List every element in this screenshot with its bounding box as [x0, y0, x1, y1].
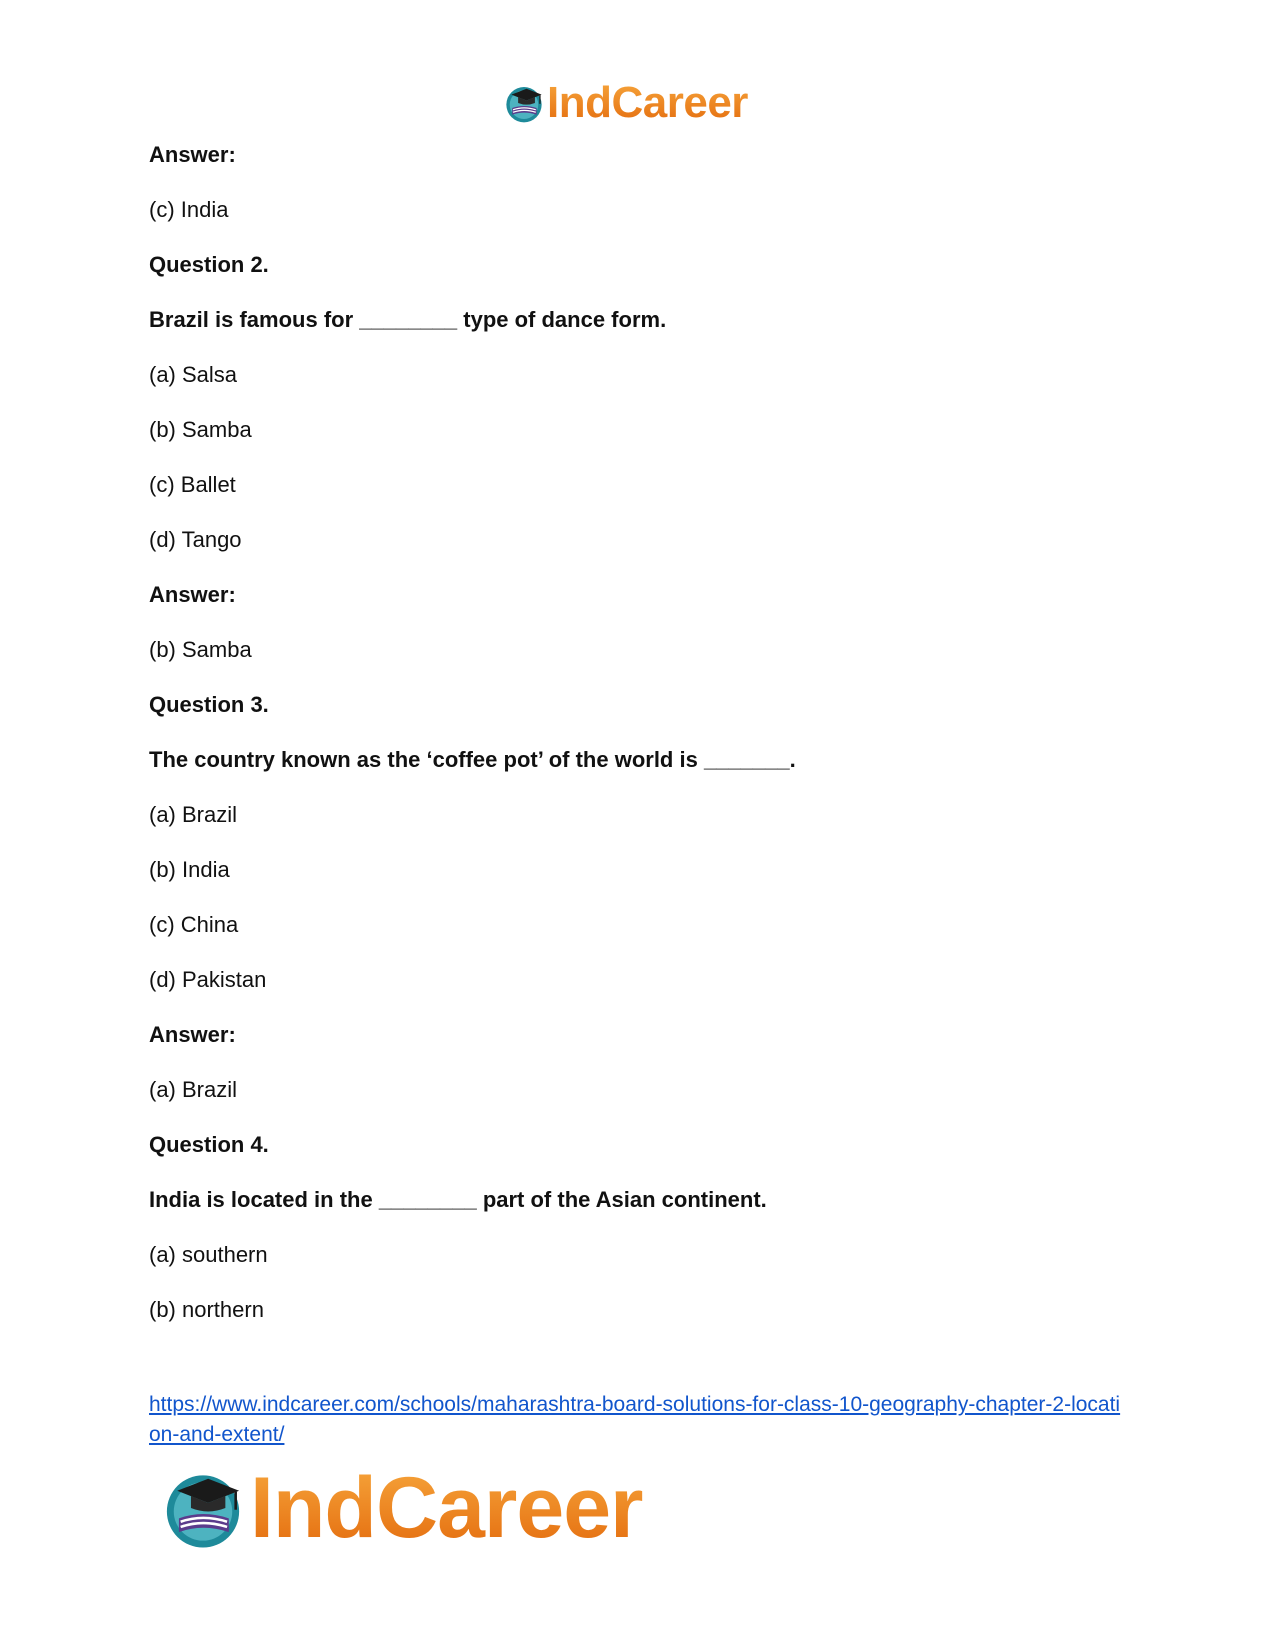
answer-option: (a) Brazil [149, 1077, 238, 1102]
header-logo [503, 78, 748, 128]
question-text: Brazil is famous for ________ type of dance form. [149, 307, 667, 332]
answer-option: (a) southern [149, 1242, 268, 1267]
source-url-link[interactable]: https://www.indcareer.com/schools/maharashtra-board-solutions-for-class-10-geography-chapter-2-location-and-extent/ [149, 1393, 1121, 1446]
answer-option: (c) Ballet [149, 472, 236, 497]
graduation-cap-book-globe-icon [160, 1465, 246, 1551]
answer-option: (d) Tango [149, 527, 242, 552]
answer-label: Answer: [149, 1022, 236, 1047]
footer-logo [160, 1462, 643, 1554]
answer-option: (b) northern [149, 1297, 264, 1322]
footer-logo-text: IndCareer [250, 1460, 643, 1556]
header-logo-text: IndCareer [547, 78, 748, 127]
answer-option: (c) China [149, 912, 239, 937]
graduation-cap-book-globe-icon [503, 82, 545, 124]
answer-option: (b) Samba [149, 417, 252, 442]
answer-option: (b) Samba [149, 637, 252, 662]
answer-option: (c) India [149, 197, 229, 222]
question-number: Question 3. [149, 692, 269, 717]
question-number: Question 2. [149, 252, 269, 277]
answer-option: (b) India [149, 857, 230, 882]
answer-option: (d) Pakistan [149, 967, 267, 992]
answer-option: (a) Salsa [149, 362, 238, 387]
question-number: Question 4. [149, 1132, 269, 1157]
answer-label: Answer: [149, 142, 236, 167]
answer-label: Answer: [149, 582, 236, 607]
question-text: The country known as the ‘coffee pot’ of the world is _______. [149, 747, 796, 772]
answer-option: (a) Brazil [149, 802, 238, 827]
document-body [149, 142, 1129, 1352]
question-text: India is located in the ________ part of the Asian continent. [149, 1187, 767, 1212]
